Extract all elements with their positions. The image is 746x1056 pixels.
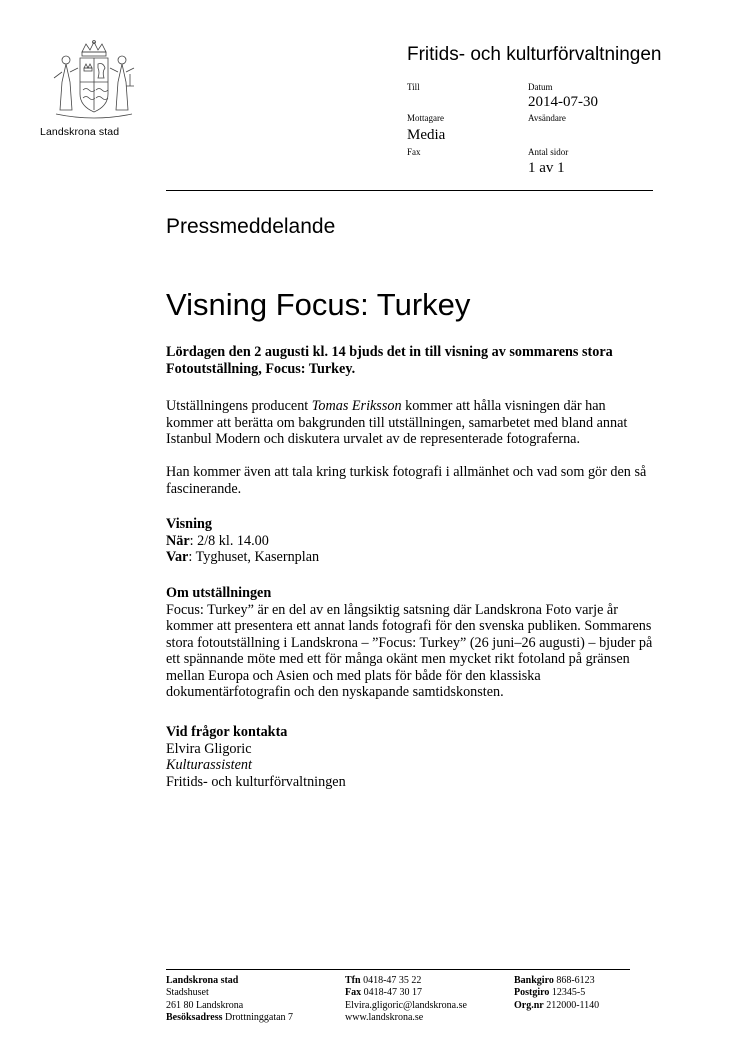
footer-postgiro-label: Postgiro: [514, 987, 550, 999]
producer-text-pre: Utställningens producent: [166, 398, 312, 414]
about-section: [166, 585, 656, 701]
nar-value: : 2/8 kl. 14.00: [189, 532, 269, 549]
visning-heading: Visning: [166, 516, 212, 532]
footer-visit-value: Drottninggatan 7: [222, 1011, 294, 1023]
mottagare-label: Mottagare: [407, 113, 444, 123]
contact-name: Elvira Gligoric: [166, 740, 252, 757]
lead-paragraph: Lördagen den 2 augusti kl. 14 bjuds det in till visning av sommarens stora Fotoutställning, Focus: Turkey.: [166, 344, 613, 377]
contact-title: Kulturassistent: [166, 757, 252, 773]
headline: Visning Focus: Turkey: [166, 287, 471, 322]
var-value: : Tyghuset, Kasernplan: [188, 549, 320, 565]
coat-of-arms-icon: [50, 38, 138, 122]
photography-paragraph: Han kommer även att tala kring turkisk fotografi i allmänhet och vad som gör den så fascinerande.: [166, 464, 647, 497]
producer-name: Tomas Eriksson: [311, 398, 402, 414]
header-divider: [166, 190, 653, 191]
footer-bankgiro-value: 868-6123: [553, 975, 595, 986]
antal-sidor-value: 1 av 1: [528, 160, 565, 176]
till-label: Till: [407, 82, 420, 92]
footer-web[interactable]: www.landskrona.se: [345, 1011, 424, 1023]
contact-heading: Vid frågor kontakta: [166, 724, 288, 740]
footer-fax-value: 0418-47 30 17: [361, 987, 422, 999]
department-title: Fritids- och kulturförvaltningen: [407, 44, 662, 65]
footer-tfn-label: Tfn: [345, 975, 361, 986]
footer-banking: [514, 975, 599, 1012]
document-type: Pressmeddelande: [166, 215, 336, 238]
contact-department: Fritids- och kulturförvaltningen: [166, 773, 346, 790]
about-heading: Om utställningen: [166, 585, 272, 601]
footer-email[interactable]: Elvira.gligoric@landskrona.se: [345, 999, 467, 1011]
city-name: Landskrona stad: [40, 126, 120, 138]
footer-postal: 261 80 Landskrona: [166, 999, 244, 1011]
footer-org: Landskrona stad: [166, 975, 239, 986]
contact-section: [166, 724, 656, 790]
footer-bankgiro-label: Bankgiro: [514, 975, 554, 986]
antal-sidor-label: Antal sidor: [528, 147, 569, 157]
footer-postgiro-value: 12345-5: [549, 987, 586, 999]
producer-text-post: kommer att hålla visningen där han kommer att berätta om bakgrunden till utställningen, samarbetet med bland annat Istanbul Modern och diskutera urvalet av de representerade fotograferna.: [166, 398, 628, 447]
footer-orgnr-label: Org.nr: [514, 999, 544, 1011]
footer-address: [166, 975, 293, 1024]
avsandare-label: Avsändare: [528, 113, 566, 123]
footer-tfn-value: 0418-47 35 22: [360, 975, 422, 986]
footer-contact: [345, 975, 467, 1024]
fax-label: Fax: [407, 147, 421, 157]
datum-label: Datum: [528, 82, 553, 92]
footer-visit-label: Besöksadress: [166, 1011, 223, 1023]
producer-paragraph: [166, 398, 656, 448]
city-logo: [40, 38, 150, 138]
footer-fax-label: Fax: [345, 987, 362, 999]
datum-value: 2014-07-30: [528, 94, 598, 110]
nar-label: När: [166, 532, 190, 549]
visning-section: [166, 516, 656, 566]
var-label: Var: [166, 549, 189, 565]
footer-orgnr-value: 212000-1140: [543, 999, 600, 1011]
footer-divider: [166, 969, 630, 970]
footer-stadshuset: Stadshuset: [166, 987, 209, 999]
about-text: Focus: Turkey” är en del av en långsiktig satsning där Landskrona Foto varje år kommer att presentera ett annat lands fotografi för den svenska publiken. Sommarens stora fotoutställning i Landskrona – ”Focus: Turkey” (26 juni–26 augusti) – bjuder på ett spännande möte med ett för många okänt men mycket rikt fotoland på gränsen mellan Europa och Asien och med plats för både för den klassiska dokumentärfotografin och den nyskapande samtidskonsten.: [166, 601, 653, 700]
mottagare-value: Media: [407, 127, 446, 143]
